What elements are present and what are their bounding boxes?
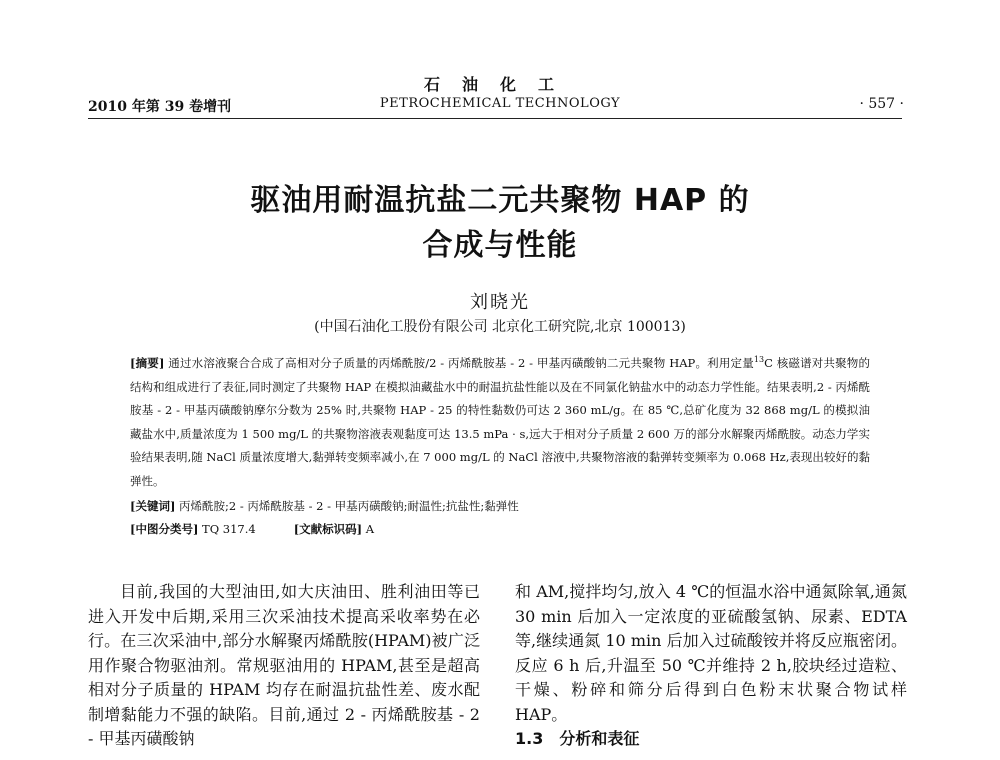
- doc-code-label: [文献标识码]: [293, 522, 363, 536]
- abstract-text-part1: 通过水溶液聚合合成了高相对分子质量的丙烯酰胺/2 - 丙烯酰胺基 - 2 - 甲基丙磺酸钠二元共聚物 HAP。利用定量: [168, 356, 754, 370]
- abstract-label: [摘要]: [130, 356, 165, 370]
- body-left-column: 目前,我国的大型油田,如大庆油田、胜利油田等已进入开发中后期,采用三次采油技术提高采收率势在必行。在三次采油中,部分水解聚丙烯酰胺(HPAM)被广泛用作聚合物驱油剂。常规驱油用的 HPAM,甚至是超高相对分子质量的 HPAM 均存在耐温抗盐性差、废水配制增黏能力不强的缺陷。目前,通过 2 - 丙烯酰胺基 - 2 - 甲基丙磺酸钠: [88, 582, 480, 748]
- journal-name-en: PETROCHEMICAL TECHNOLOGY: [379, 96, 621, 111]
- abstract-superscript: 13: [753, 355, 765, 365]
- affiliation: (中国石油化工股份有限公司 北京化工研究院,北京 100013): [314, 319, 686, 335]
- abstract: [130, 352, 870, 493]
- author-name: 刘晓光: [470, 292, 530, 313]
- journal-name-cn: 石油化工: [423, 75, 576, 94]
- section-heading: 1.3 分析和表征: [515, 729, 640, 748]
- issue-info: 2010 年第 39 卷增刊: [88, 99, 232, 115]
- keywords-text: 丙烯酰胺;2 - 丙烯酰胺基 - 2 - 甲基丙磺酸钠;耐温性;抗盐性;黏弹性: [179, 499, 519, 513]
- body-right-column: [515, 580, 907, 752]
- body-right-text: 和 AM,搅拌均匀,放入 4 ℃的恒温水浴中通氮除氧,通氮 30 min 后加入一定浓度的亚硫酸氢钠、尿素、EDTA 等,继续通氮 10 min 后加入过硫酸铵并将反应瓶密闭。反应 6 h 后,升温至 50 ℃并维持 2 h,胶块经过造粒、干燥、粉碎和筛分后得到白色粉末状聚合物试样 HAP。: [515, 582, 907, 724]
- cls-label: [中图分类号]: [130, 522, 199, 536]
- doc-code-value: A: [365, 522, 375, 536]
- header-rule: [88, 118, 902, 119]
- abstract-text-part2: C 核磁谱对共聚物的结构和组成进行了表征,同时测定了共聚物 HAP 在模拟油藏盐水中的耐温抗盐性能以及在不同氯化钠盐水中的动态力学性能。结果表明,2 - 丙烯酰胺基 - 2 - 甲基丙磺酸钠摩尔分数为 25% 时,共聚物 HAP - 25 的特性黏数仍可达 2 360 mL/g。在 85 ℃,总矿化度为 32 868 mg/L 的模拟油藏盐水中,质量浓度为 1 500 mg/L 的共聚物溶液表观黏度可达 13.5 mPa · s,远大于相对分子质量 2 600 万的部分水解聚丙烯酰胺。动态力学实验结果表明,随 NaCl 质量浓度增大,黏弹转变频率减小,在 7 000 mg/L 的 NaCl 溶液中,共聚物溶液的黏弹转变频率为 0.068 Hz,表现出较好的黏弹性。: [130, 356, 870, 488]
- paper-title-line1: 驱油用耐温抗盐二元共聚物 HAP 的: [250, 183, 750, 218]
- page-number: · 557 ·: [859, 96, 904, 112]
- cls-value: TQ 317.4: [202, 522, 256, 536]
- keywords-label: [关键词]: [130, 499, 176, 513]
- paper-title-line2: 合成与性能: [422, 228, 578, 263]
- keywords: [130, 498, 519, 514]
- classification-line: [130, 521, 374, 537]
